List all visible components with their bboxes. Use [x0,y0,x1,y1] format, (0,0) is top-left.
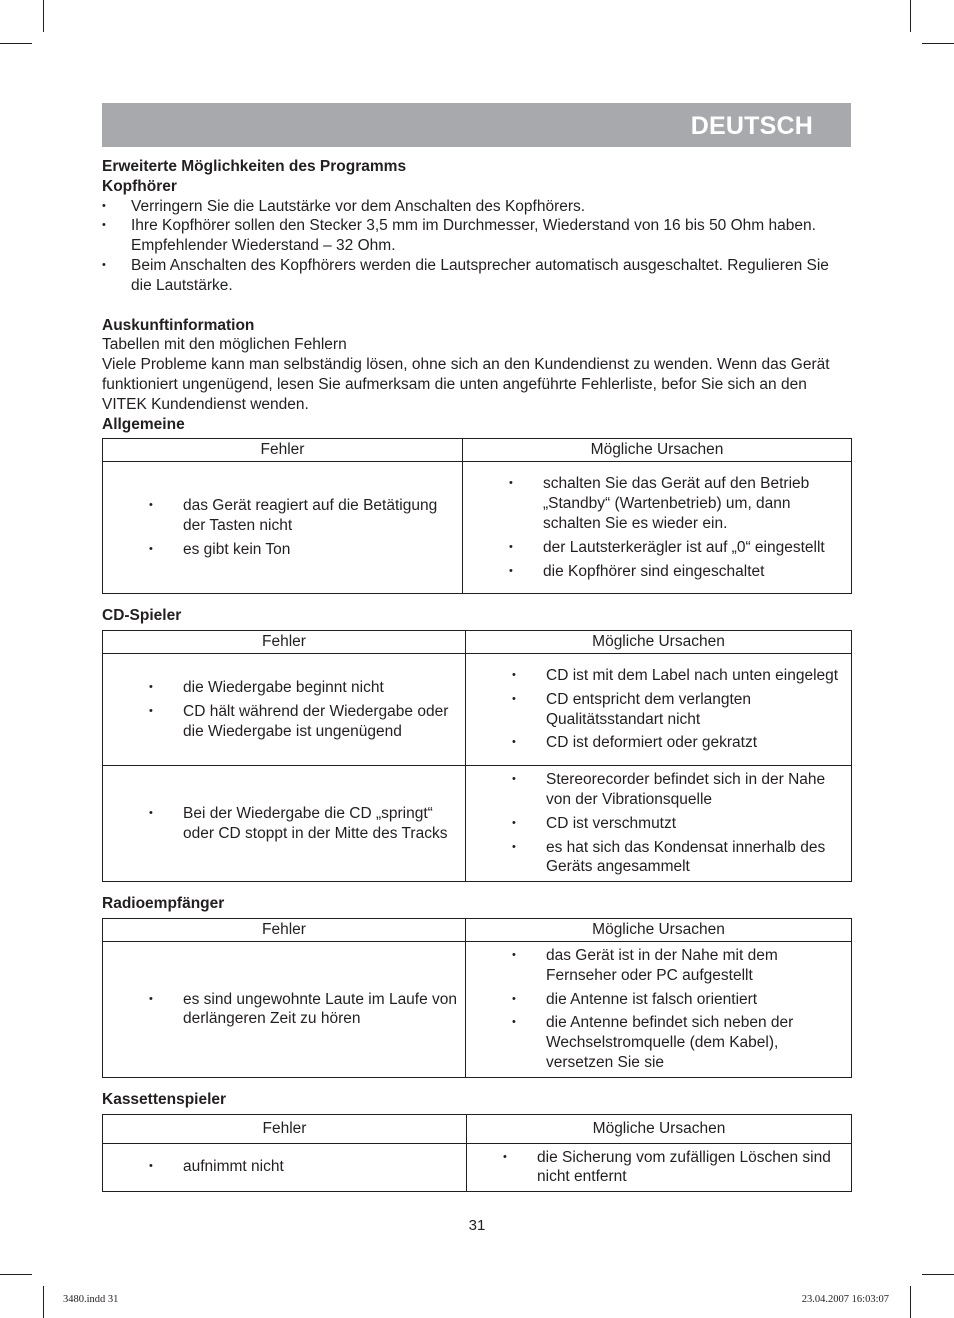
list-item: • Verringern Sie die Lautstärke vor dem Anschalten des Kopfhörers. [102,197,852,217]
column-header-causes: Mögliche Ursachen [466,631,852,654]
column-header-fault: Fehler [103,631,466,654]
table-row [103,766,852,882]
crop-mark [0,43,32,44]
list-item: • Ihre Kopfhörer sollen den Stecker 3,5 mm im Durchmesser, Wiederstand von 16 bis 50 Ohm haben. Empfehlender Wiederstand – 32 Ohm. [102,216,852,256]
table-row [103,1143,852,1192]
column-header-fault: Fehler [103,1114,467,1143]
column-header-fault: Fehler [103,918,466,941]
crop-mark [922,43,954,44]
section-title: Erweiterte Möglichkeiten des Programms [102,158,407,175]
footer-timestamp: 23.04.2007 16:03:07 [801,1294,889,1305]
fault-item: • das Gerät reagiert auf die Betätigung der Tasten nicht [183,496,456,536]
page-number: 31 [468,1217,486,1234]
cause-item: • schalten Sie das Gerät auf den Betrieb „Standby“ (Wartenbetrieb) um, dann schalten Sie es wieder ein. [543,474,845,533]
language-header-bar [102,103,851,147]
cause-item: • der Lautsterkerägler ist auf „0“ eingestellt [543,538,845,558]
crop-mark [43,1286,44,1318]
table-row [103,462,852,594]
crop-mark [910,0,911,32]
fault-item: • es gibt kein Ton [183,540,456,560]
crop-mark [0,1274,32,1275]
table-title-general: Allgemeine [102,415,185,433]
radio-table [102,918,852,1078]
cause-item: • die Antenne ist falsch orientiert [546,990,845,1010]
fault-item: • CD hält während der Wiedergabe oder die Wiedergabe ist ungenügend [183,702,459,742]
fault-item: • Bei der Wiedergabe die CD „springt“ oder CD stoppt in der Mitte des Tracks [183,804,459,844]
table-title-cassette: Kassettenspieler [102,1090,227,1108]
language-label: DEUTSCH [690,112,813,140]
info-title: Auskunftinformation [102,316,255,334]
cause-item: • Stereorecorder befindet sich in der Nahe von der Vibrationsquelle [546,770,845,810]
fault-item: • es sind ungewohnte Laute im Laufe von derlängeren Zeit zu hören [183,990,459,1030]
table-row [103,941,852,1077]
cause-item: • das Gerät ist in der Nahe mit dem Fernseher oder PC aufgestellt [546,946,845,986]
info-paragraph: Viele Probleme kann man selbständig lösen, ohne sich an den Kundendienst zu wenden. Wenn das Gerät funktioniert ungenügend, lesen Sie aufmerksam die unten angeführte Fehlerliste, befor Sie sich an den VITEK Kundendienst wenden. [102,356,830,413]
general-table [102,438,852,594]
footer-file-info: 3480.indd 31 [63,1294,119,1305]
cassette-table [102,1114,852,1193]
page-content [102,157,852,1192]
crop-mark [910,1286,911,1318]
info-line: Tabellen mit den möglichen Fehlern [102,336,347,354]
fault-item: • die Wiedergabe beginnt nicht [183,678,459,698]
column-header-causes: Mögliche Ursachen [466,918,852,941]
cause-item: • die Kopfhörer sind eingeschaltet [543,562,845,582]
headphone-bullets [102,197,852,296]
column-header-causes: Mögliche Ursachen [467,1114,852,1143]
crop-mark [922,1274,954,1275]
cause-item: • CD ist verschmutzt [546,814,845,834]
list-item: • Beim Anschalten des Kopfhörers werden die Lautsprecher automatisch ausgeschaltet. Regulieren Sie die Lautstärke. [102,256,852,296]
table-title-cd: CD-Spieler [102,607,182,625]
table-row [103,654,852,766]
column-header-fault: Fehler [103,439,463,462]
cd-table [102,630,852,882]
cause-item: • die Antenne befindet sich neben der Wechselstromquelle (dem Kabel), versetzen Sie sie [546,1013,845,1072]
section-subtitle: Kopfhörer [102,177,177,195]
table-title-radio: Radioempfänger [102,895,225,913]
fault-item: • aufnimmt nicht [183,1157,460,1177]
crop-mark [43,0,44,32]
cause-item: • es hat sich das Kondensat innerhalb des Geräts angesammelt [546,838,845,878]
cause-item: • die Sicherung vom zufälligen Löschen sind nicht entfernt [537,1148,845,1188]
column-header-causes: Mögliche Ursachen [463,439,852,462]
cause-item: • CD entspricht dem verlangten Qualitätsstandart nicht [546,690,845,730]
cause-item: • CD ist mit dem Label nach unten eingelegt [546,666,845,686]
cause-item: • CD ist deformiert oder gekratzt [546,733,845,753]
